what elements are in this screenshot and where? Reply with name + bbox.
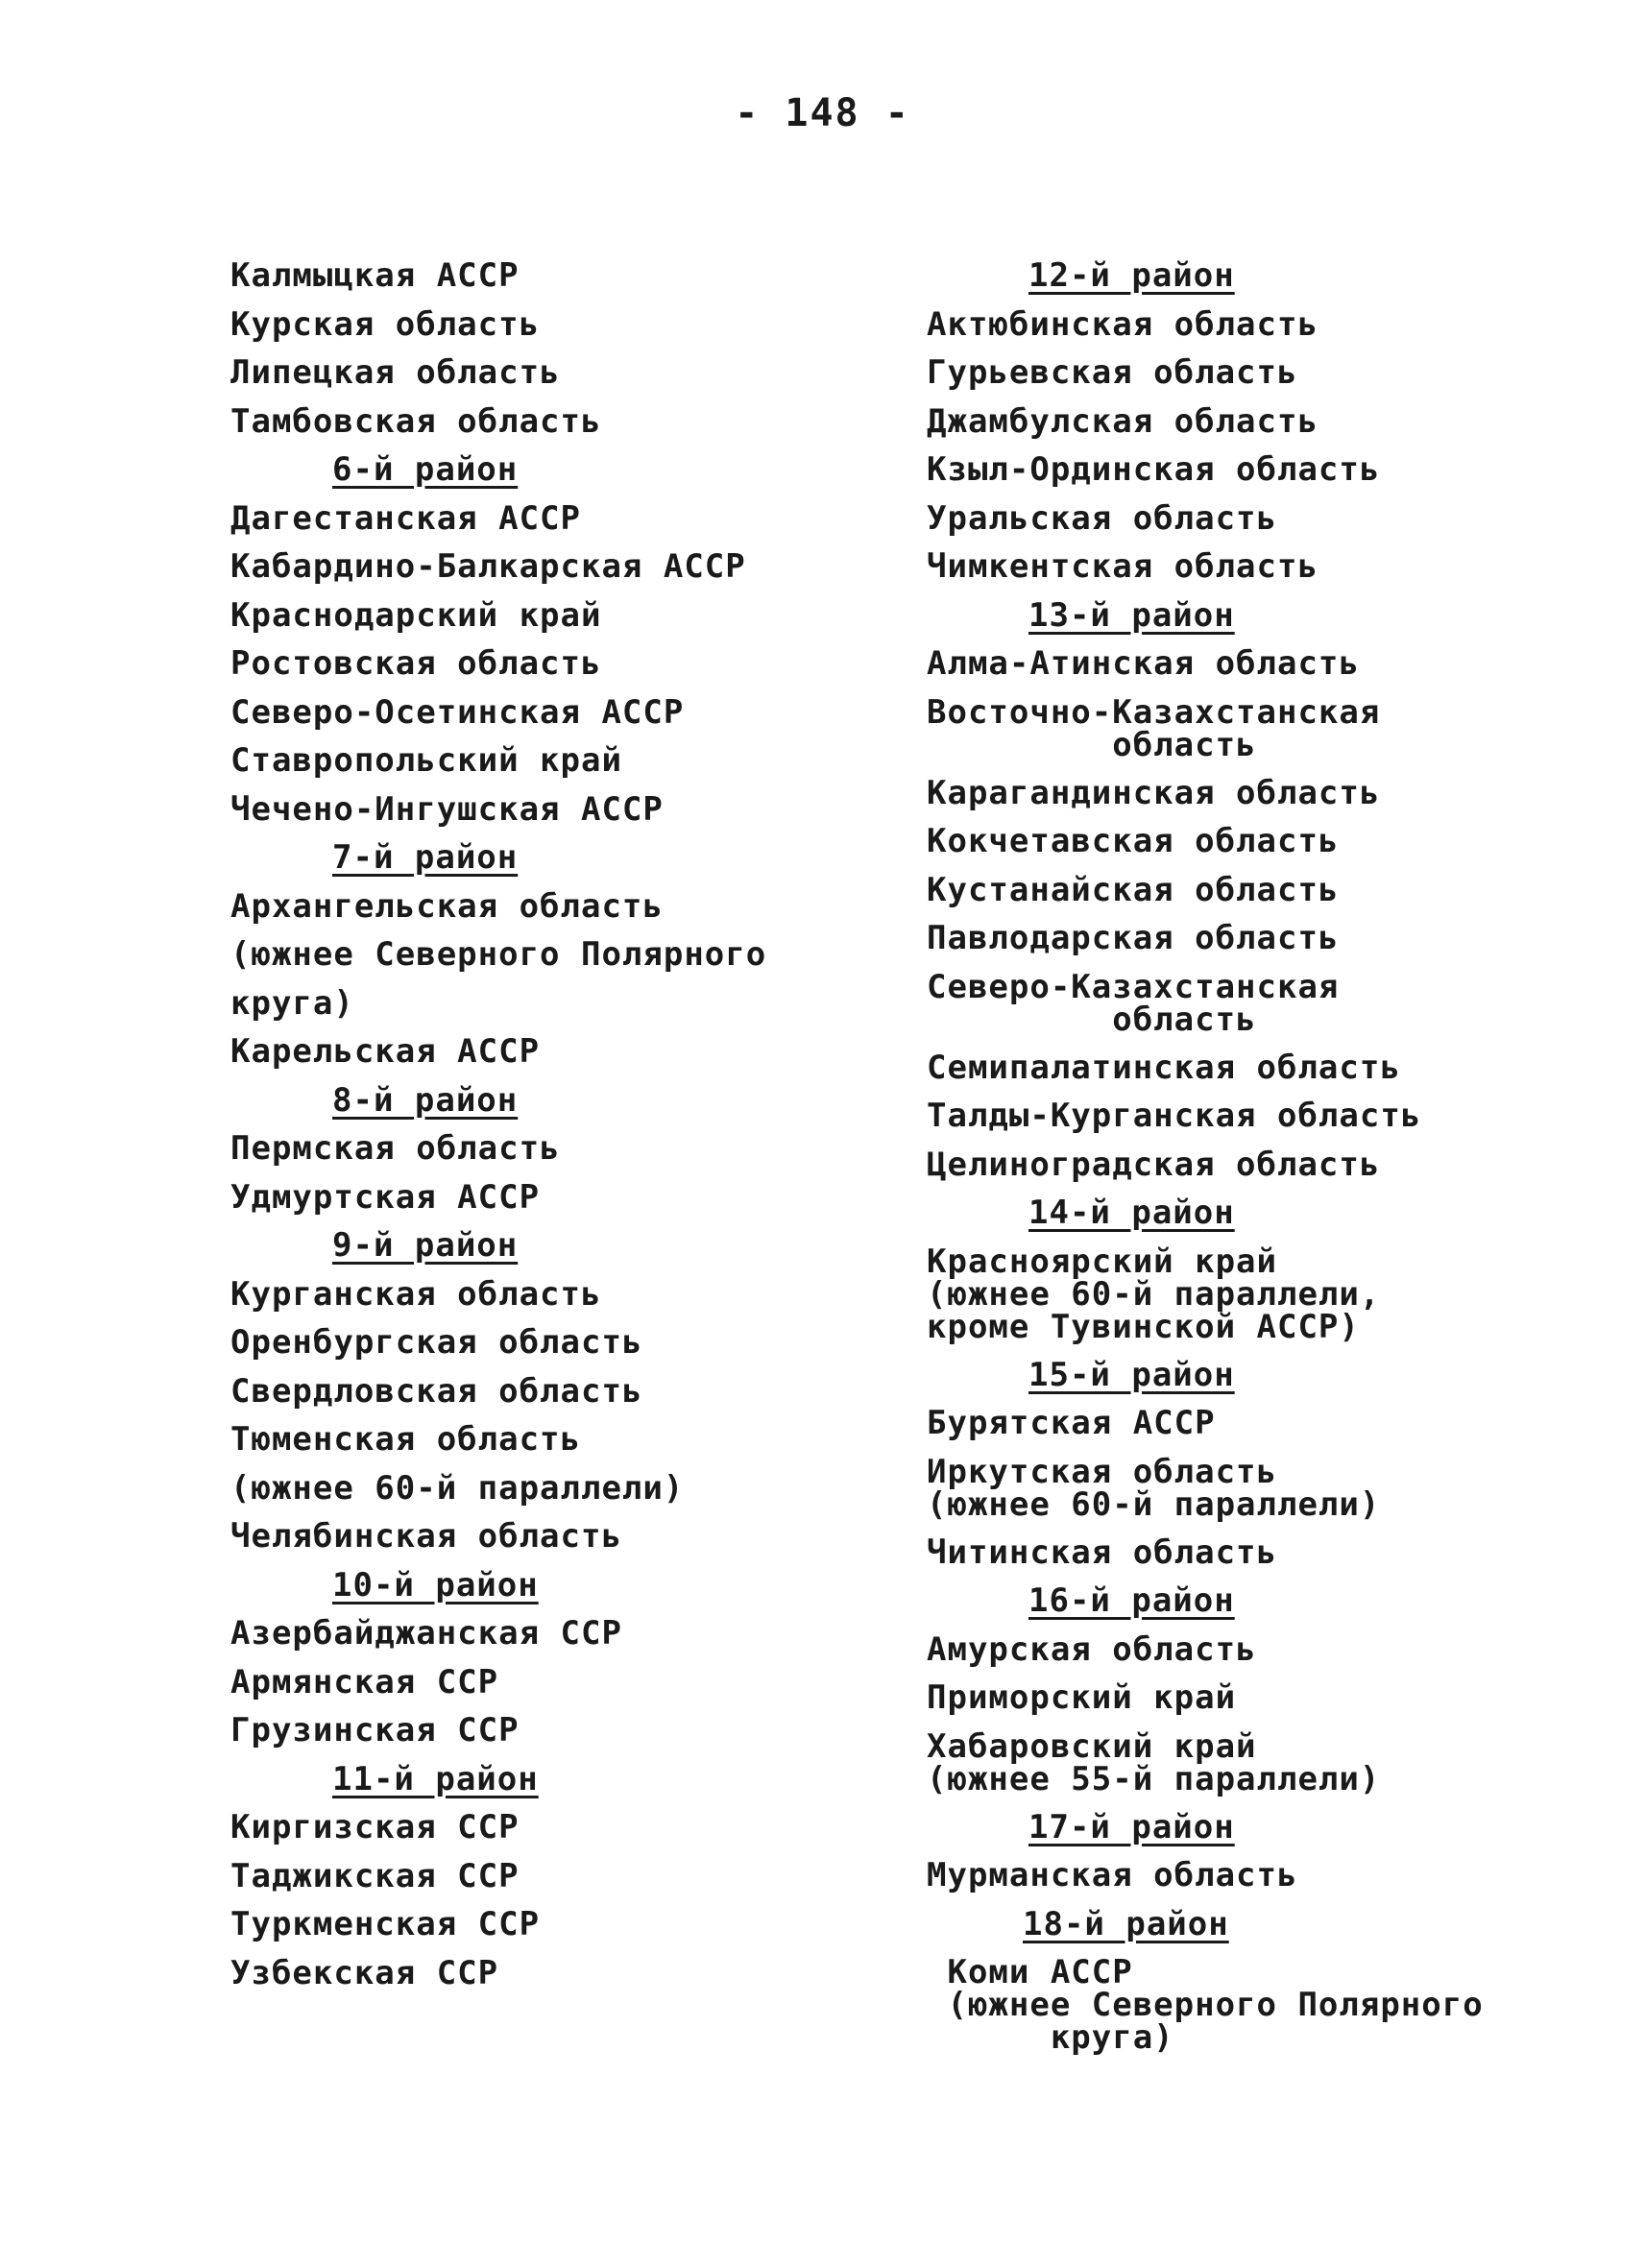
region-entry: Кабардино-Балкарская АССР [230,547,746,586]
district-heading: 8-й район [332,1080,519,1120]
left-column [230,252,845,1997]
region-entry: Курская область [230,304,541,344]
region-entry: Восточно-Казахстанская область [927,692,1381,764]
region-entry: Хабаровский край (южнее 55-й параллели) [927,1726,1381,1798]
region-entry: Семипалатинская область [927,1048,1401,1087]
region-entry: Туркменская ССР [230,1905,541,1943]
district-heading: 13-й район [1028,595,1235,635]
region-entry: Карагандинская область [927,773,1381,812]
right-column [927,252,1541,2062]
region-entry: Талды-Курганская область [927,1097,1422,1135]
region-entry: Красноярский край (южнее 60-й параллели, кроме Тувинской АССР) [927,1242,1381,1346]
district-heading: 18-й район [1023,1904,1229,1943]
region-entry: Актюбинская область [927,304,1318,344]
region-entry: Пермская область [230,1129,561,1168]
region-entry: (южнее Северного Полярного [230,935,767,974]
region-entry: Калмыцкая АССР [230,256,520,295]
page-number: - 148 - [735,91,910,135]
region-entry: Армянская ССР [230,1662,499,1701]
region-entry: Чечено-Ингушская АССР [230,789,664,829]
region-entry: Уральская область [927,498,1277,538]
region-entry: Оренбургская область [230,1323,643,1362]
district-heading: 17-й район [1028,1807,1235,1846]
region-entry: Алма-Атинская область [927,644,1360,683]
region-entry: Тамбовская область [230,401,602,441]
region-entry: Таджикская ССР [230,1856,520,1895]
district-heading: 6-й район [332,450,519,489]
region-entry: Читинская область [927,1532,1277,1572]
region-entry: Амурская область [927,1629,1257,1669]
region-entry: Северо-Казахстанская область [927,967,1340,1039]
region-entry: Кокчетавская область [927,822,1340,860]
region-entry: Архангельская область [230,886,664,926]
district-heading: 16-й район [1028,1581,1235,1620]
region-entry: Липецкая область [230,353,561,392]
region-entry: (южнее 60-й параллели) [230,1468,685,1508]
region-entry: Свердловская область [230,1371,643,1411]
region-entry: Краснодарский край [230,595,602,635]
district-heading: 10-й район [332,1565,539,1604]
region-entry: Карельская АССР [230,1032,541,1071]
region-entry: круга) [230,983,354,1023]
region-entry: Ставропольский край [230,741,622,780]
region-entry: Узбекская ССР [230,1953,499,1992]
region-entry: Челябинская область [230,1517,622,1556]
district-heading: 11-й район [332,1759,539,1798]
district-heading: 12-й район [1028,256,1235,295]
region-entry: Целиноградская область [927,1145,1381,1184]
region-entry: Киргизская ССР [230,1808,520,1846]
district-heading: 15-й район [1028,1355,1235,1394]
region-entry: Грузинская ССР [230,1711,520,1749]
region-entry: Кзыл-Ординская область [927,450,1381,489]
region-entry: Мурманская область [927,1856,1298,1894]
region-entry: Тюменская область [230,1420,581,1459]
district-heading: 7-й район [332,838,519,877]
region-entry: Иркутская область (южнее 60-й параллели) [927,1452,1381,1524]
region-entry: Коми АССР (южнее Северного Полярного круга) [947,1953,1484,2057]
region-entry: Гурьевская область [927,353,1298,392]
region-entry: Бурятская АССР [927,1404,1216,1442]
region-entry: Павлодарская область [927,919,1340,957]
region-entry: Азербайджанская ССР [230,1614,622,1653]
region-entry: Чимкентская область [927,547,1318,586]
region-entry: Курганская область [230,1274,602,1314]
region-entry: Джамбулская область [927,401,1318,441]
district-heading: 14-й район [1028,1194,1235,1232]
region-entry: Удмуртская АССР [230,1177,541,1217]
region-entry: Дагестанская АССР [230,498,581,538]
region-entry: Кустанайская область [927,870,1340,909]
region-entry: Северо-Осетинская АССР [230,692,685,732]
district-heading: 9-й район [332,1226,519,1265]
region-entry: Ростовская область [230,644,602,683]
region-entry: Приморский край [927,1678,1237,1717]
